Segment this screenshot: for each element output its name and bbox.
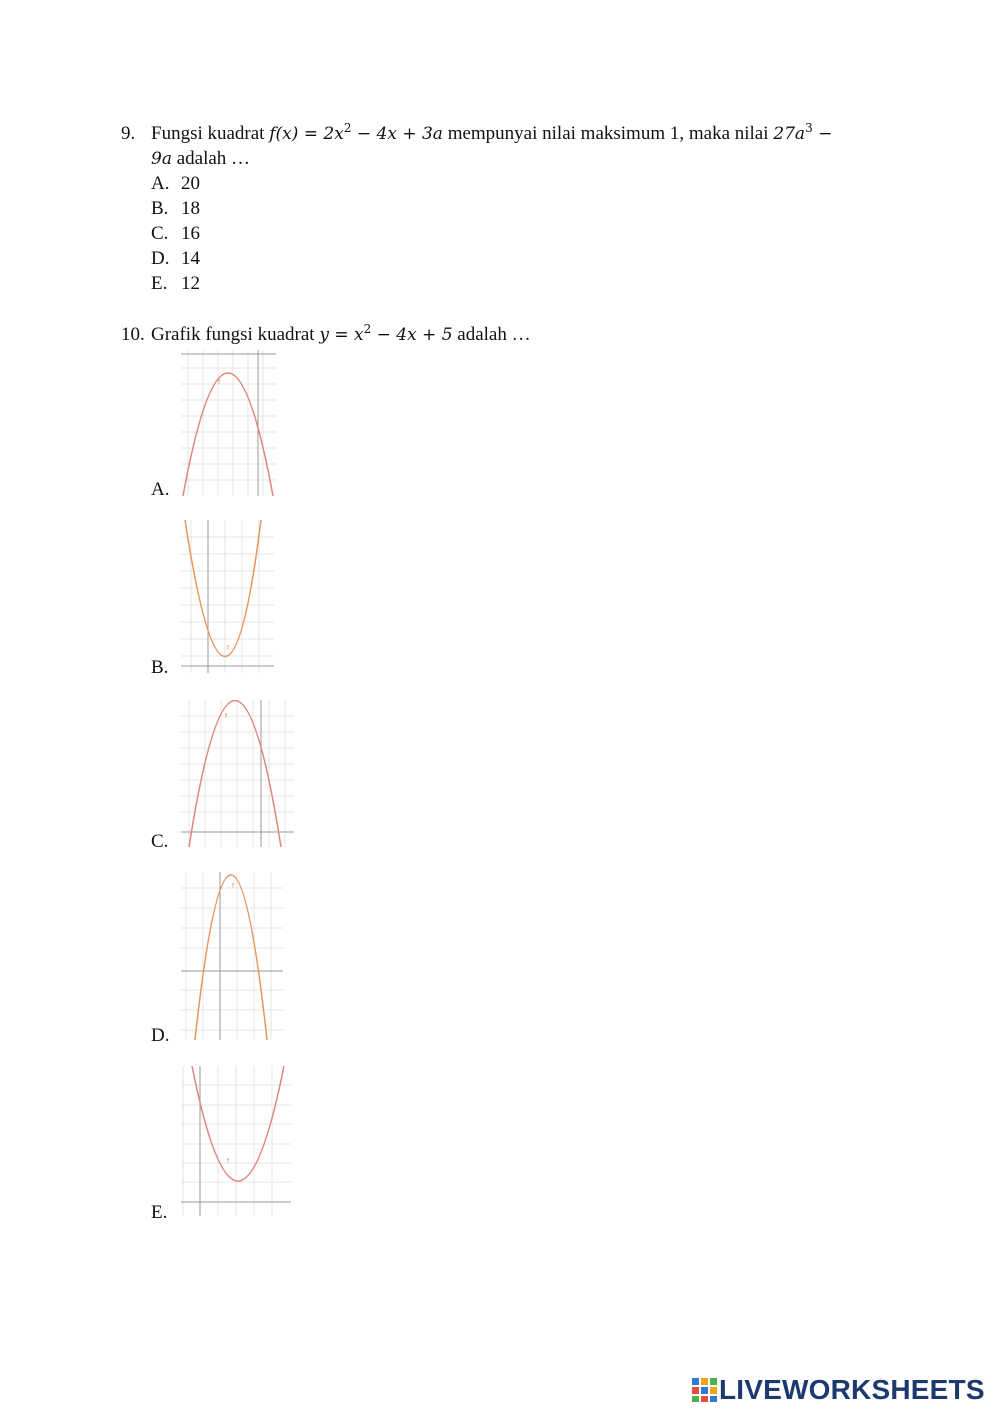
parabola-graph-c <box>181 700 294 847</box>
option-b-graph[interactable] <box>181 520 274 673</box>
parabola-graph-d <box>181 872 283 1040</box>
question-stem-line-1 <box>151 123 832 145</box>
option-a[interactable] <box>151 173 200 195</box>
option-letter: B. <box>151 198 169 219</box>
option-e-graph[interactable] <box>181 1066 291 1216</box>
option-d-letter[interactable]: D. <box>151 1025 170 1046</box>
curve-label: f <box>218 379 221 386</box>
stem-middle: mempunyai nilai maksimum 1, maka nilai <box>447 123 769 144</box>
parabola-graph-a <box>181 350 276 496</box>
curve-label: f <box>232 883 235 890</box>
option-letter: D. <box>151 248 170 269</box>
question-stem <box>151 324 531 346</box>
option-text: 16 <box>181 223 200 244</box>
curve-label: f <box>227 645 230 652</box>
option-b-letter[interactable]: B. <box>151 657 169 678</box>
option-letter: A. <box>151 173 170 194</box>
option-d[interactable] <box>151 248 200 270</box>
question-number: 9. <box>121 123 136 144</box>
option-a-graph[interactable] <box>181 350 276 496</box>
logo-squares-icon <box>692 1378 719 1402</box>
curve-label: f <box>225 713 228 720</box>
question-stem-line-2 <box>151 148 250 170</box>
parabola-graph-e <box>181 1066 291 1216</box>
stem-suffix: adalah … <box>176 148 251 169</box>
option-letter: E. <box>151 273 168 294</box>
question-number: 10. <box>121 324 145 345</box>
stem-suffix: adalah … <box>457 324 531 345</box>
brand-name: LIVEWORKSHEETS <box>719 1374 985 1405</box>
curve-label: f <box>227 1158 230 1165</box>
target-expression-cont: 9a <box>151 149 172 169</box>
option-text: 18 <box>181 198 200 219</box>
option-text: 14 <box>181 248 200 269</box>
option-text: 20 <box>181 173 200 194</box>
option-letter: C. <box>151 223 169 244</box>
stem-prefix: Grafik fungsi kuadrat <box>151 324 315 345</box>
option-text: 12 <box>181 273 200 294</box>
option-c[interactable] <box>151 223 200 245</box>
liveworksheets-logo <box>692 1375 985 1405</box>
option-c-letter[interactable]: C. <box>151 831 169 852</box>
parabola-graph-b <box>181 520 274 673</box>
target-expression: $27a^3$ − <box>773 121 833 144</box>
option-e[interactable] <box>151 273 200 295</box>
option-c-graph[interactable] <box>181 700 294 847</box>
option-b[interactable] <box>151 198 200 220</box>
option-a-letter[interactable]: A. <box>151 479 170 500</box>
function-expression: $f(x) = 2x^2 - 4x + 3a$ <box>269 121 443 144</box>
option-e-letter[interactable]: E. <box>151 1202 168 1223</box>
option-d-graph[interactable] <box>181 872 283 1040</box>
stem-prefix: Fungsi kuadrat <box>151 123 265 144</box>
function-expression: $y = x^2 - 4x + 5$ <box>319 322 453 345</box>
